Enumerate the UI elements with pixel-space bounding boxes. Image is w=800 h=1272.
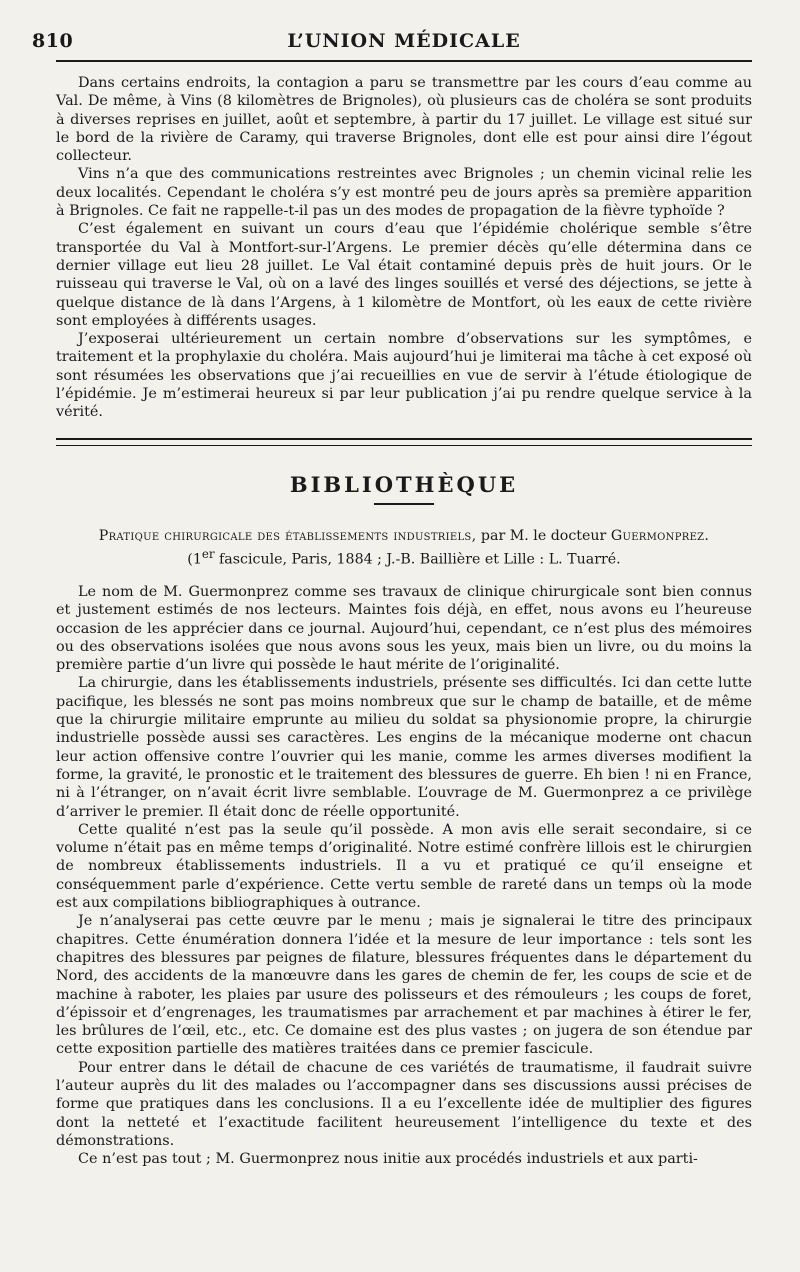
review-paragraph: Ce n’est pas tout ; M. Guermonprez nous initie aux procédés industriels et aux parti- xyxy=(78,1151,698,1168)
book-author: Guermonprez. xyxy=(610,527,710,544)
journal-title: L’UNION MÉDICALE xyxy=(287,30,521,52)
review-paragraph: Cette qualité n’est pas la seule qu’il possède. A mon avis elle serait secondaire, si ce volume n’était pas en même temps d’originalité. Notre estimé confrère lillois est le chirurgien de nombreux établissements industriels. Il a vu et pratiqué ce qu’il enseigne et conséquemment parle d’expérience. Cette vertu semble de rareté dans un temps où la mode est aux compilations bibliographiques à outrance. xyxy=(56,821,752,912)
book-title: Pratique chirurgicale des établissements industriels, xyxy=(98,527,477,544)
review-paragraph: Pour entrer dans le détail de chacune de ces variétés de traumatisme, il faudrait suivre l’auteur auprès du lit des malades ou l’accompagner dans ses discussions aussi précises de forme que pratiques dans les conclusions. Il a eu l’excellente idée de multiplier des figures dont la netteté et l’exactitude facilitent heureusement l’intelligence du texte et des démonstrations. xyxy=(56,1059,752,1149)
book-review xyxy=(56,583,752,1169)
review-paragraph: Je n’analyserai pas cette œuvre par le menu ; mais je signalerai le titre des principaux chapitres. Cette énumération donnera l’idée et la mesure de leur importance : tels sont les chapitres des blessures par peignes de filature, blessures fréquentes dans le département du Nord, des accidents de la manœuvre dans les gares de chemin de fer, les coups de scie et de machine à raboter, les plaies par usure des polisseurs et des rémouleurs ; les coups de foret, d’épissoir et d’engrenages, les traumatismes par arrachement et par machines à étirer le fer, les brûlures de l’œil, etc., etc. Ce domaine est des plus vastes ; on jugera de son étendue par cette exposition partielle des matières traitées dans ce premier fascicule. xyxy=(56,913,752,1058)
book-fascicule-pre: (1 xyxy=(187,551,202,568)
article-paragraph: C’est également en suivant un cours d’eau que l’épidémie cholérique semble s’être transportée du Val à Montfort-sur-l’Argens. Le premier décès qu’elle détermina dans ce dernier village eut lieu 28 juillet. Le Val était contaminé depuis près de huit jours. Or le ruisseau qui traverse le Val, où on a lavé des linges souillés et versé des déjections, se jette à quelque distance de là dans l’Argens, à 1 kilomètre de Montfort, où les eaux de cette rivière sont employées à différents usages. xyxy=(56,221,752,329)
running-head xyxy=(32,24,752,62)
section-divider xyxy=(56,438,752,446)
article-paragraph: Vins n’a que des communications restreintes avec Brignoles ; un chemin vicinal relie les deux localités. Cependant le choléra s’y est montré peu de jours après sa première apparition à Brignoles. Ce fait ne rappelle-t-il pas un des modes de propagation de la fièvre typhoïde ? xyxy=(56,166,752,220)
book-fascicule-sup: er xyxy=(201,546,215,561)
article-paragraph: Dans certains endroits, la contagion a paru se transmettre par les cours d’eau comme au Val. De même, à Vins (8 kilomètres de Brignoles), où plusieurs cas de choléra se sont produits à diverses reprises en juillet, août et septembre, à partir du 17 juillet. Le village est situé sur le bord de la rivière de Caramy, qui traverse Brignoles, dont elle est pour ainsi dire l’égout collecteur. xyxy=(56,75,752,165)
article-continuation xyxy=(56,74,752,422)
book-citation xyxy=(56,527,752,569)
section-heading: BIBLIOTHÈQUE xyxy=(289,471,519,497)
heading-underline xyxy=(374,503,434,505)
book-by: par M. le docteur xyxy=(476,527,611,544)
review-paragraph: Le nom de M. Guermonprez comme ses travaux de clinique chirurgicale sont bien connus et justement estimés de nos lecteurs. Maintes fois déjà, en effet, nous avons eu l’heureuse occasion de les apprécier dans ce journal. Aujourd’hui, cependant, ce n’est plus des mémoires ou des observations isolées que nous avons sous les yeux, mais bien un livre, ou du moins la première partie d’un livre qui possède le haut mérite de l’originalité. xyxy=(56,583,752,674)
page-number: 810 xyxy=(32,30,74,52)
book-publication: fascicule, Paris, 1884 ; J.-B. Baillière et Lille : L. Tuarré. xyxy=(214,551,621,568)
article-paragraph: J’exposerai ultérieurement un certain nombre d’observations sur les symptômes, e traitement et la prophylaxie du choléra. Mais aujourd’hui je limiterai ma tâche à cet exposé où sont résumées les observations que j’ai recueillies en vue de servir à l’étude étiologique de l’épidémie. Je m’estimerai heureux si par leur publication j’ai pu rendre quelque service à la vérité. xyxy=(56,331,752,421)
review-paragraph: La chirurgie, dans les établissements industriels, présente ses difficultés. Ici dan cette lutte pacifique, les blessés ne sont pas moins nombreux que sur le champ de bataille, et de même que la chirurgie militaire emprunte au milieu du soldat sa physionomie propre, la chirurgie industrielle possède aussi ses caractères. Les engins de la mécanique moderne ont chacun leur action offensive contre l’ouvrier qui les manie, comme les armes diverses modifient la forme, la gravité, le pronostic et le traitement des blessures de guerre. Eh bien ! ni en France, ni à l’étranger, on n’avait écrit livre semblable. L’ouvrage de M. Guermonprez a ce privilège d’arriver le premier. Il était donc de réelle opportunité. xyxy=(56,675,752,820)
